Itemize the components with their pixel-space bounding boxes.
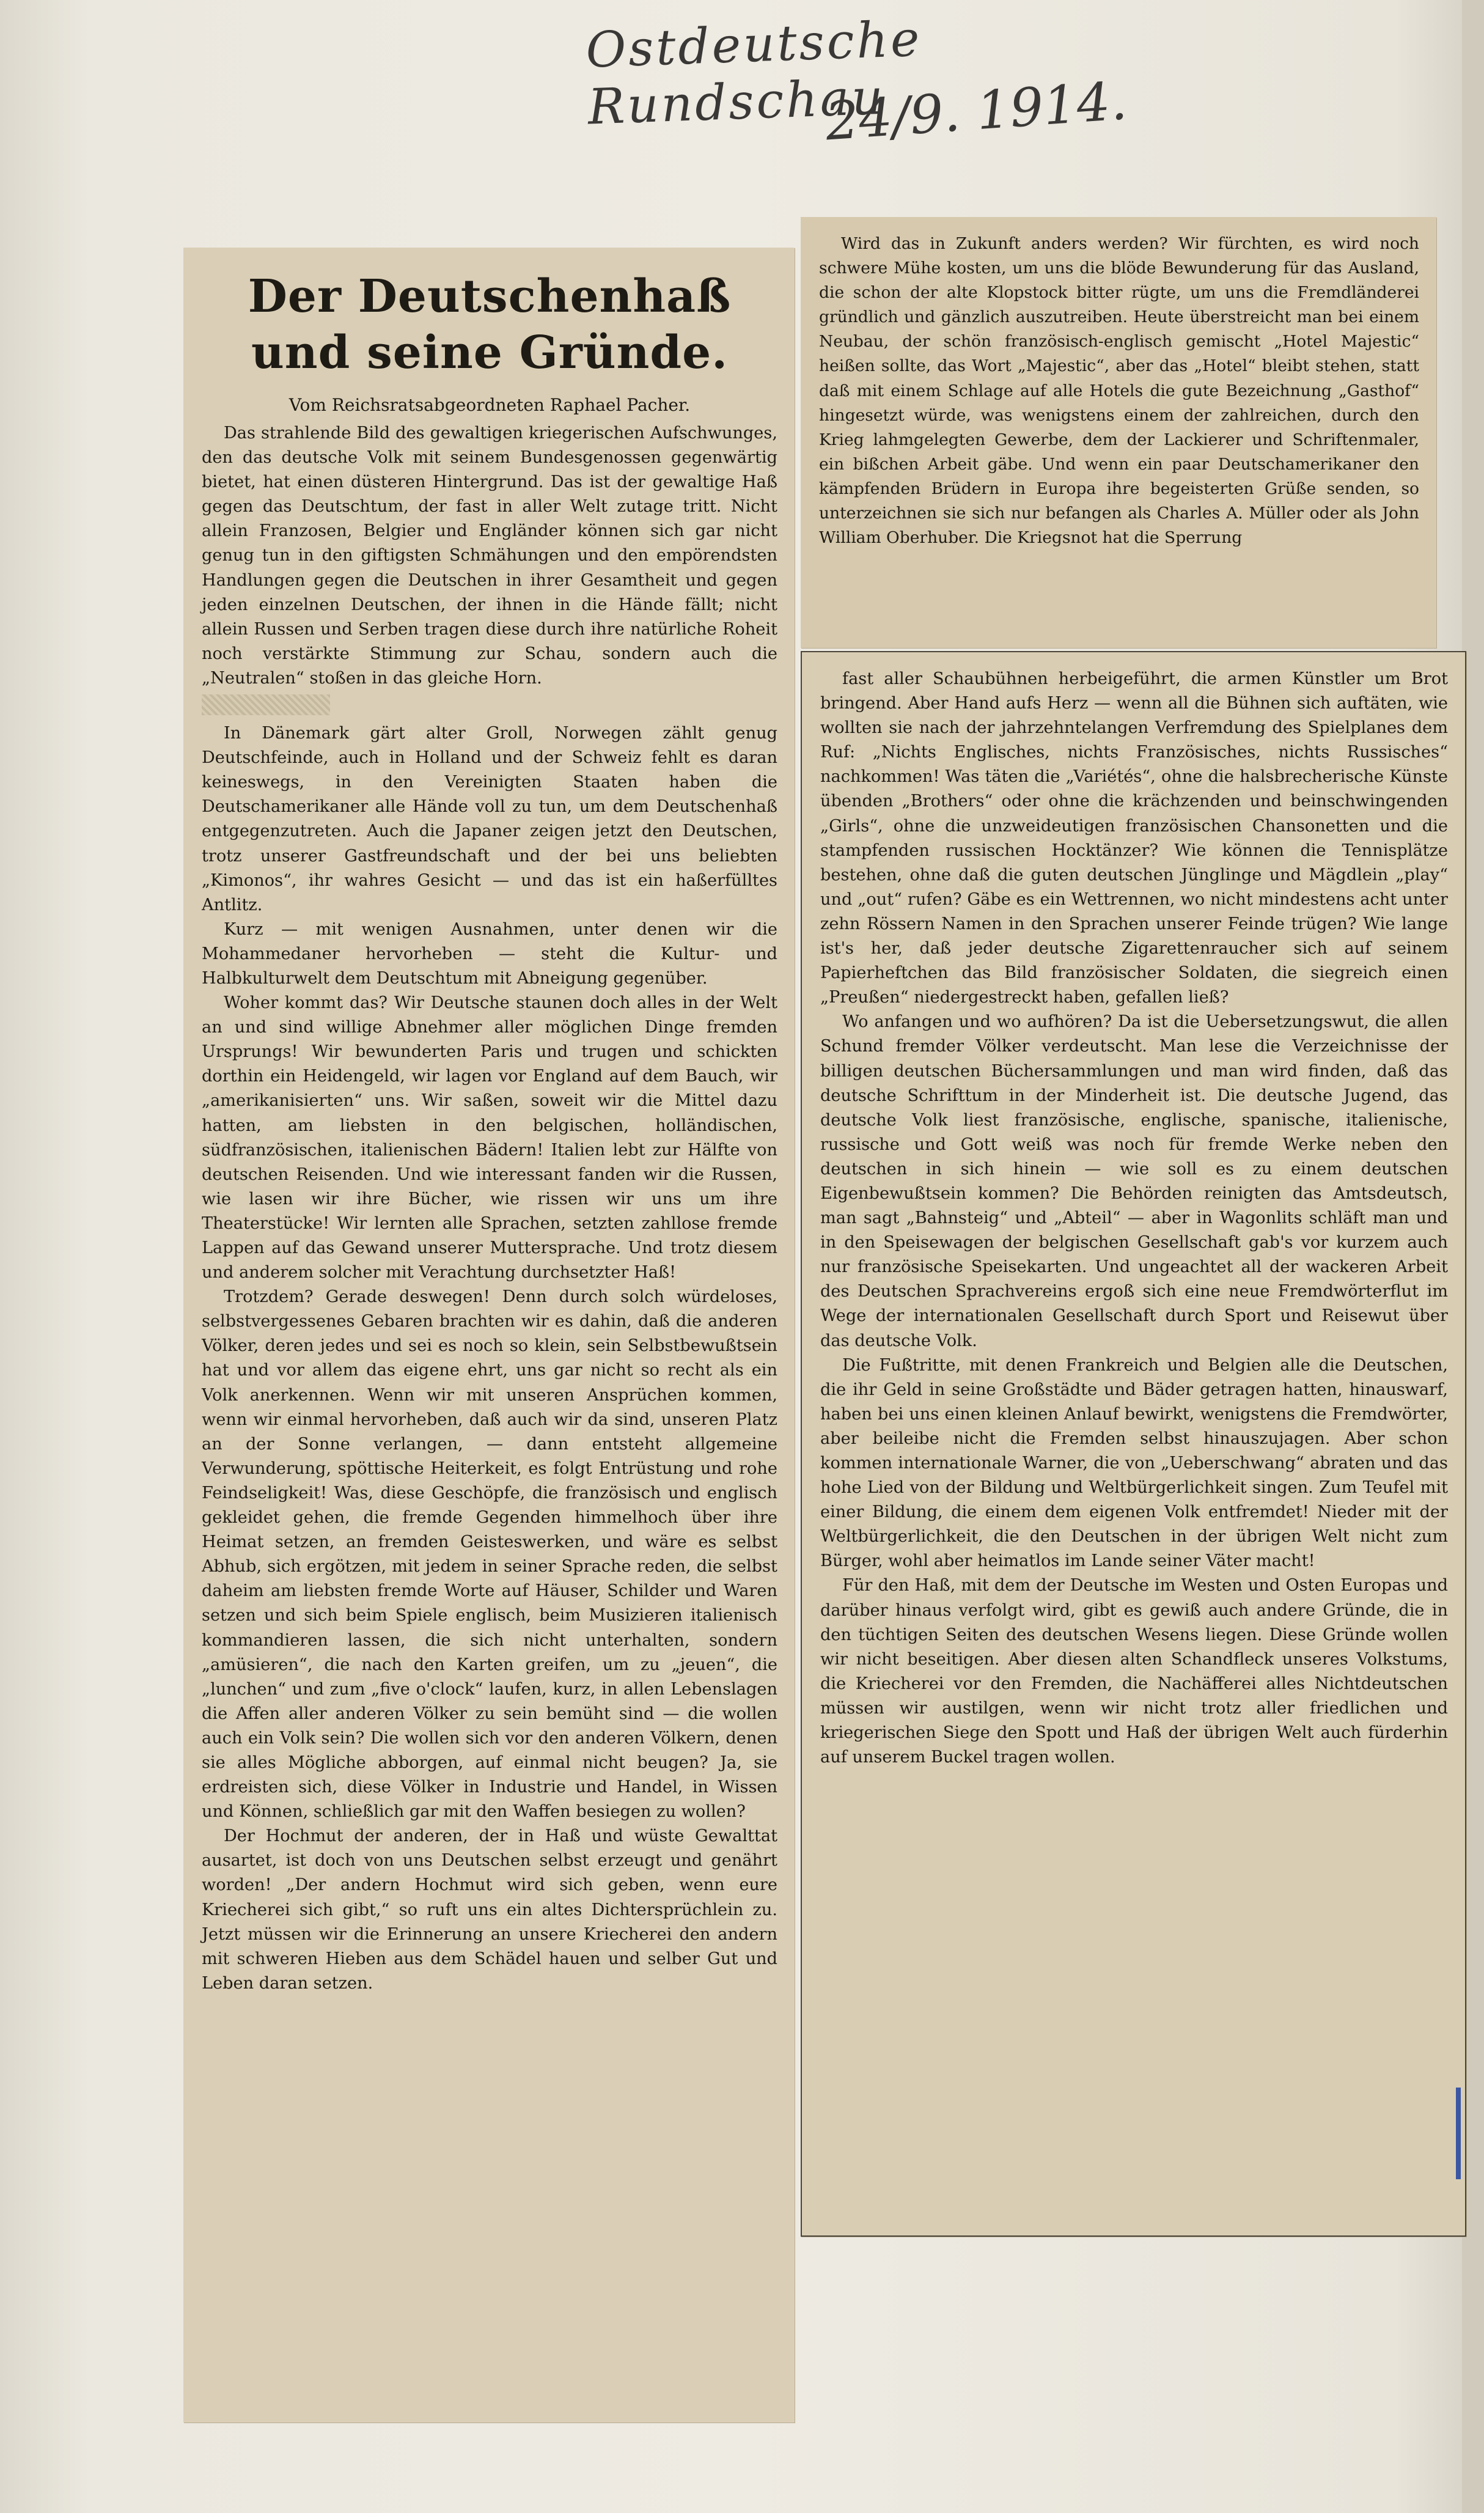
clipping-top-right — [801, 217, 1436, 648]
paragraph: Trotzdem? Gerade deswegen! Denn durch solch würdeloses, selbstvergessenes Gebaren brachten wir es dahin, daß die anderen Völker, deren jedes und sei es noch so klein, sein Selbstbewußtsein hat und vor allem das eigene ehrt, uns gar nicht so recht als ein Volk anerkennen. Wenn wir mit unseren Ansprüchen kommen, wenn wir einmal hervorheben, daß auch wir da sind, unseren Platz an der Sonne verlangen, — dann entsteht allgemeine Verwunderung, spöttische Heiterkeit, es folgt Entrüstung und rohe Feindseligkeit! Was, diese Geschöpfe, die französisch und englisch gekleidet gehen, die fremde Gegenden himmelhoch über ihre Heimat setzen, an fremden Geisteswerken, und wäre es selbst Abhub, sich ergötzen, mit jedem in seiner Sprache reden, die selbst daheim am liebsten fremde Worte auf Häuser, Schilder und Waren setzen und sich beim Spiele englisch, beim Musizieren italienisch kommandieren lassen, die sich nicht unterhalten, sondern „amüsieren“, die nach den Karten greifen, um zu „jeuen“, die „lunchen“ und zum „five o'clock“ laufen, kurz, in allen Lebenslagen die Affen aller anderen Völker zu sein bemüht sind — die wollen auch ein Volk sein? Die wollen sich vor den anderen Völkern, denen sie alles Mögliche abborgen, auf einmal nicht beugen? Ja, sie erdreisten sich, diese Völker in Industrie und Handel, in Wissen und Können, schließlich gar mit den Waffen besiegen zu wollen? — [202, 1287, 777, 1822]
paragraph: Wird das in Zukunft anders werden? Wir fürchten, es wird noch schwere Mühe kosten, um uns die blöde Bewunderung für das Ausland, die schon der alte Klopstock bitter rügte, um uns die Fremdländerei gründlich und gänzlich auszutreiben. Heute überstreicht man bei einem Neubau, der schön französisch-englisch gemischt „Hotel Majestic“ heißen sollte, das Wort „Majestic“, aber das „Hotel“ bleibt stehen, statt daß mit einem Schlage auf alle Hotels die gute Bezeichnung „Gasthof“ hingesetzt würde, was wenigstens einem der zahlreichen, durch den Krieg lahmgelegten Gewerbe, dem der Lackierer und Schriftenmaler, ein bißchen Arbeit gäbe. Und wenn ein paar Deutschamerikaner den kämpfenden Brüdern in Europa ihre begeisterten Grüße senden, so unterzeichnen sie sich nur befangen als Charles A. Müller oder als John William Oberhuber. Die Kriegsnot hat die Sperrung — [819, 234, 1419, 548]
top-right-text — [819, 232, 1419, 636]
paragraph: Woher kommt das? Wir Deutsche staunen doch alles in der Welt an und sind willige Abnehmer aller möglichen Dinge fremden Ursprungs! Wir bewunderten Paris und trugen und schickten dorthin ein Heidengeld, wir lagen vor England auf dem Bauch, wir „amerikanisierten“ uns. Wir saßen, soweit wir die Mittel dazu hatten, am liebsten in den belgischen, holländischen, südfranzösischen, italienischen Bädern! Italien lebt zur Hälfte von deutschen Reisenden. Und wie interessant fanden wir die Russen, wie lasen wir ihre Bücher, wie rissen wir uns um ihre Theaterstücke! Wir lernten alle Sprachen, setzten zahllose fremde Lappen auf das Gewand unserer Muttersprache. Und trotz diesem und anderem solcher mit Verachtung durchsetzter Haß! — [202, 993, 777, 1282]
handwritten-source-note — [587, 12, 1198, 159]
handwritten-newspaper-name: Ostdeutsche Rundschau — [585, 10, 923, 136]
paragraph: Die Fußtritte, mit denen Frankreich und Belgien alle die Deutschen, die ihr Geld in seine Großstädte und Bäder getragen hatten, hinauswarf, haben bei uns einen kleinen Anlauf bewirkt, wenigstens die Fremdwörter, aber beileibe nicht die Fremden selbst hinauszujagen. Aber schon kommen internationale Warner, die von „Ueberschwang“ abraten und das hohe Lied von der Bildung und Weltbürgerlichkeit singen. Zum Teufel mit einer Bildung, die einem dem eigenen Volk entfremdet! Nieder mit der Weltbürgerlichkeit, die den Deutschen in der übrigen Welt nicht zum Bürger, wohl aber heimatlos im Lande seiner Väter macht! — [820, 1355, 1448, 1571]
article-byline: Vom Reichsratsabgeordneten Raphael Pacher. — [288, 395, 691, 415]
paragraph: fast aller Schaubühnen herbeigeführt, die armen Künstler um Brot bringend. Aber Hand aufs Herz — wenn all die Bühnen sich auftäten, wie wollten sie nach der jahrzehntelangen Verfremdung des Spielplanes dem Ruf: „Nichts Englisches, nichts Französisches, nichts Russisches“ nachkommen! Was täten die „Variétés“, ohne die halsbrecherische Künste übenden „Brothers“ oder ohne die krächzenden und beinschwingenden „Girls“, ohne die unzweideutigen französischen Chansonetten und die stampfenden russischen Hocktänzer? Wie können die Tennisplätze bestehen, ohne daß die guten deutschen Jünglinge und Mägdlein „play“ und „out“ rufen? Gäbe es ein Wettrennen, wo nicht mindestens acht unter zehn Rössern Namen in den Sprachen unserer Feinde trügen? Wie lange ist's her, daß jeder deutsche Zigarettenraucher sich auf seinem Papierheftchen das Bild französischer Soldaten, die siegreich einen „Preußen“ niedergestreckt haben, gefallen ließ? — [820, 669, 1448, 1007]
left-column-text — [202, 262, 777, 2410]
paragraph: Der Hochmut der anderen, der in Haß und wüste Gewalttat ausartet, ist doch von uns Deutschen selbst erzeugt und genährt worden! „Der andern Hochmut wird sich geben, wenn eure Kriecherei sich gibt,“ so ruft uns ein altes Dichtersprüchlein zu. Jetzt müssen wir die Erinnerung an unsere Kriecherei den andern mit schweren Hieben aus dem Schädel hauen und selber Gut und Leben daran setzen. — [202, 1827, 777, 1993]
paragraph: Wo anfangen und wo aufhören? Da ist die Uebersetzungswut, die allen Schund fremder Völker verdeutscht. Man lese die Verzeichnisse der billigen deutschen Büchersammlungen und man wird finden, daß das deutsche Schrifttum in der Minderheit ist. Die deutsche Jugend, das deutsche Volk liest französische, englische, spanische, italienische, russische und Gott weiß was noch für fremde Werke neben den deutschen in sich hinein — wie soll es zu einem deutschen Eigenbewußtsein kommen? Die Behörden reinigten das Amtsdeutsch, man sagt „Bahnsteig“ und „Abteil“ — aber in Wagonlits schläft man und in den Speisewagen der belgischen Gesellschaft gab's vor kurzem auch nur französische Speisekarten. Und ungeachtet all der wackeren Arbeit des Deutschen Sprachvereins ergoß sich eine neue Fremdwörterflut im Wege der internationalen Gesellschaft durch Sport und Reisewut über das deutsche Volk. — [820, 1012, 1448, 1350]
article-headline: Der Deutschenhaß und seine Gründe. — [248, 270, 732, 379]
clipping-right-column — [801, 651, 1466, 2237]
handwritten-date: 24/9. 1914. — [823, 70, 1129, 153]
paragraph: Für den Haß, mit dem der Deutsche im Westen und Osten Europas und darüber hinaus verfolgt wird, gibt es gewiß auch andere Gründe, die in den tüchtigen Seiten des deutschen Wesens liegen. Diese Gründe wollen wir nicht beseitigen. Aber diesen alten Schandfleck unseres Volkstums, die Kriecherei vor den Fremden, die Nachäfferei alles Nichtdeutschen müssen wir austilgen, wenn wir nicht trotz aller friedlichen und kriegerischen Siege den Spott und Haß der übrigen Welt auch fürderhin auf unserem Buckel tragen wollen. — [820, 1576, 1448, 1767]
clipping-left-column — [183, 248, 795, 2423]
paragraph: In Dänemark gärt alter Groll, Norwegen zählt genug Deutschfeinde, auch in Holland und der Schweiz fehlt es daran keineswegs, in den Vereinigten Staaten haben die Deutschamerikaner alle Hände voll zu tun, um dem Deutschenhaß entgegenzutreten. Auch die Japaner zeigen jetzt den Deutschen, trotz unserer Gastfreundschaft und der bei uns beliebten „Kimonos“, ihr wahres Gesicht — und das ist ein haßerfülltes Antlitz. — [202, 724, 777, 914]
right-column-text — [820, 667, 1448, 2223]
paragraph: Kurz — mit wenigen Ausnahmen, unter denen wir die Mohammedaner hervorheben — steht die Kultur- und Halbkulturwelt dem Deutschtum mit Abneigung gegenüber. — [202, 919, 777, 988]
blue-pencil-mark — [1456, 2088, 1461, 2179]
paragraph: Das strahlende Bild des gewaltigen kriegerischen Aufschwunges, den das deutsche Volk mit seinem Bundesgenossen gegenwärtig bietet, hat einen düsteren Hintergrund. Das ist der gewaltige Haß gegen das Deutschtum, der fast in aller Welt zutage tritt. Nicht allein Franzosen, Belgier und Engländer können sich gar nicht genug tun in den giftigsten Schmähungen und den empörendsten Handlungen gegen die Deutschen in ihrer Gesamtheit und gegen jeden einzelnen Deutschen, der ihnen in die Hände fällt; nicht allein Russen und Serben tragen diese durch ihre natürliche Roheit noch verstärkte Stimmung zur Schau, sondern auch die „Neutralen“ stoßen in das gleiche Horn. — [202, 424, 777, 688]
smudged-text — [202, 694, 330, 715]
